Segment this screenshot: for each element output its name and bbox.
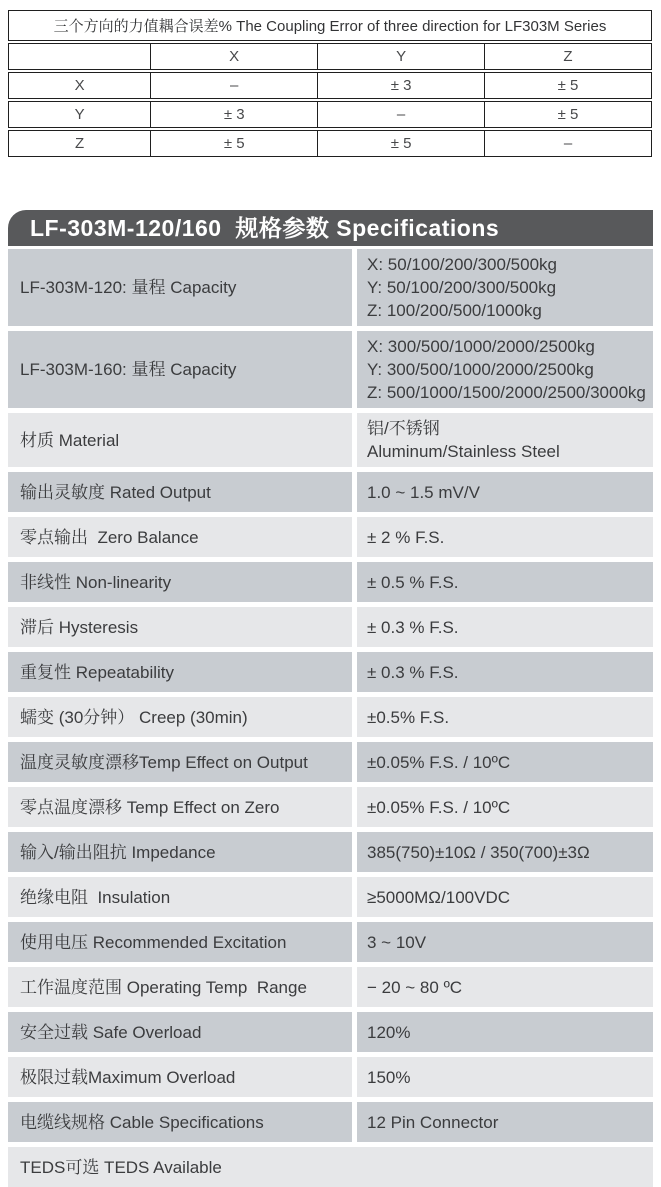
spec-value: 120% [357,1012,653,1052]
spec-row [8,967,653,1007]
spec-label: 零点温度漂移 Temp Effect on Zero [8,787,352,827]
spec-row [8,742,653,782]
cell-y-x: ± 3 [150,102,317,127]
coupling-header-z: Z [484,44,651,69]
spec-label: 使用电压 Recommended Excitation [8,922,352,962]
coupling-header-blank [9,44,150,69]
spec-row [8,877,653,917]
spec-value: ≥5000MΩ/100VDC [357,877,653,917]
spec-row [8,607,653,647]
row-label-x: X [74,77,85,94]
row-label-z: Z [75,135,85,152]
spec-value: 150% [357,1057,653,1097]
cell-z-y: ± 5 [317,131,484,156]
coupling-header-x: X [150,44,317,69]
spec-label: 电缆线规格 Cable Specifications [8,1102,352,1142]
spec-row [8,517,653,557]
spec-row [8,697,653,737]
coupling-table-header-row [8,43,652,70]
cell-y-z: ± 5 [484,102,651,127]
spec-value: 385(750)±10Ω / 350(700)±3Ω [357,832,653,872]
coupling-error-table [8,10,652,159]
spec-row [8,922,653,962]
spec-row [8,1147,653,1187]
spec-value: 1.0 ~ 1.5 mV/V [357,472,653,512]
cell-y-y: – [317,102,484,127]
spec-row [8,1012,653,1052]
spec-label: 材质 Material [8,413,352,467]
spec-value: X: 300/500/1000/2000/2500kg Y: 300/500/1000/2000/2500kg Z: 500/1000/1500/2000/2500/3000kg [357,331,653,408]
cell-z-x: ± 5 [150,131,317,156]
spec-row [8,787,653,827]
table-row [8,130,652,157]
spec-row [8,562,653,602]
table-row [8,72,652,99]
spec-row [8,413,653,467]
spec-label: 极限过载Maximum Overload [8,1057,352,1097]
spec-row [8,472,653,512]
coupling-table-title: 三个方向的力值耦合误差% The Coupling Error of three direction for LF303M Series [53,18,607,35]
spec-label: 零点输出 Zero Balance [8,517,352,557]
cell-z-z: – [484,131,651,156]
spec-label: 输入/输出阻抗 Impedance [8,832,352,872]
spec-value: ± 0.3 % F.S. [357,652,653,692]
cell-x-x: – [150,73,317,98]
spec-value: ± 0.5 % F.S. [357,562,653,602]
cell-x-y: ± 3 [317,73,484,98]
spec-value: ± 0.3 % F.S. [357,607,653,647]
spec-label: TEDS可选 TEDS Available [8,1147,653,1187]
spec-row [8,1057,653,1097]
spec-label: 输出灵敏度 Rated Output [8,472,352,512]
spec-label: 绝缘电阻 Insulation [8,877,352,917]
spec-row [8,652,653,692]
spec-label: 工作温度范围 Operating Temp Range [8,967,352,1007]
spec-label: 安全过载 Safe Overload [8,1012,352,1052]
row-label-y: Y [74,106,85,123]
spec-value: 12 Pin Connector [357,1102,653,1142]
spec-value: 铝/不锈钢 Aluminum/Stainless Steel [357,413,653,467]
spec-label: 非线性 Non-linearity [8,562,352,602]
cell-x-z: ± 5 [484,73,651,98]
coupling-table-title-row [8,10,652,41]
spec-value: ±0.5% F.S. [357,697,653,737]
specifications-rows [8,249,653,1187]
specifications-header: LF-303M-120/160 规格参数 Specifications [8,210,653,246]
spec-row [8,1102,653,1142]
coupling-header-y: Y [317,44,484,69]
spec-label: 重复性 Repeatability [8,652,352,692]
spec-label: LF-303M-120: 量程 Capacity [8,249,352,326]
spec-value: ±0.05% F.S. / 10ºC [357,742,653,782]
table-row [8,101,652,128]
spec-row [8,832,653,872]
spec-row [8,249,653,326]
spec-label: 温度灵敏度漂移Temp Effect on Output [8,742,352,782]
spec-value: ± 2 % F.S. [357,517,653,557]
spec-value: X: 50/100/200/300/500kg Y: 50/100/200/300/500kg Z: 100/200/500/1000kg [357,249,653,326]
spec-value: − 20 ~ 80 ºC [357,967,653,1007]
spec-value: ±0.05% F.S. / 10ºC [357,787,653,827]
spec-label: 滞后 Hysteresis [8,607,352,647]
spec-row [8,331,653,408]
spec-label: 蠕变 (30分钟） Creep (30min) [8,697,352,737]
spec-label: LF-303M-160: 量程 Capacity [8,331,352,408]
specifications-section [8,210,653,1187]
spec-value: 3 ~ 10V [357,922,653,962]
